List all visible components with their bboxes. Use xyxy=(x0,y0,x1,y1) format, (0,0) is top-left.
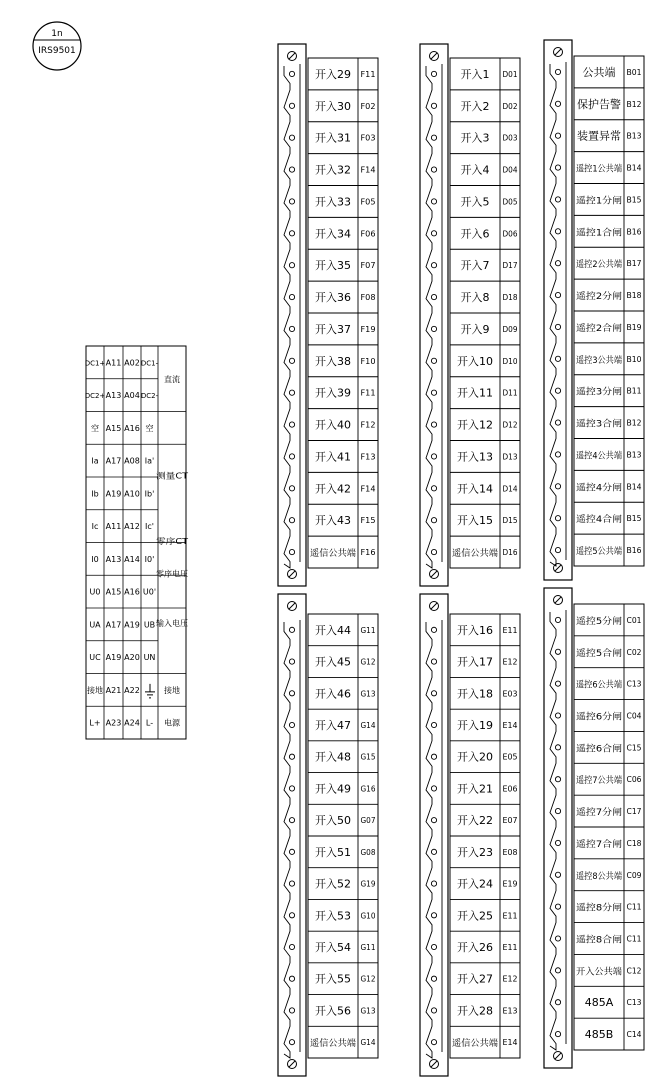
terminal-label: 开入31 xyxy=(315,131,351,145)
terminal-label: 开入12 xyxy=(457,418,493,432)
device-model-name: RS9501 xyxy=(40,46,76,56)
terminal-code: F19 xyxy=(360,324,376,334)
terminal-code: E07 xyxy=(502,816,518,826)
terminal-code: D09 xyxy=(502,324,518,334)
left-table-cell: 空 xyxy=(91,423,99,433)
terminal-code: F11 xyxy=(360,69,376,79)
terminal-code: F15 xyxy=(360,516,376,526)
left-table-cell: A17 xyxy=(105,456,122,466)
terminal-label: 开入14 xyxy=(457,482,493,496)
terminal-label: 开入5 xyxy=(460,195,490,209)
terminal-label: 遥控6公共端 xyxy=(576,680,627,691)
terminal-code: B12 xyxy=(626,99,642,109)
terminal-code: C14 xyxy=(626,1030,642,1040)
device-model-prefix: I xyxy=(38,46,41,56)
left-table-cell: UA xyxy=(89,620,101,630)
terminal-label: 开入2 xyxy=(460,99,490,113)
terminal-label: 开入公共端 xyxy=(576,967,622,978)
terminal-label: 开入19 xyxy=(457,719,493,732)
left-table-cell: A21 xyxy=(105,685,122,695)
left-table-cell: Ic xyxy=(91,522,99,532)
terminal-label: 开入22 xyxy=(457,814,493,828)
terminal-code: D12 xyxy=(502,420,518,430)
terminal-label: 开入33 xyxy=(315,195,351,209)
terminal-code: F14 xyxy=(360,165,376,175)
terminal-code: G11 xyxy=(360,625,376,635)
left-table-cell: A13 xyxy=(105,554,122,564)
left-table-cell: A04 xyxy=(124,391,140,401)
left-table-cell: DC2- xyxy=(140,392,159,401)
terminal-label: 开入4 xyxy=(460,163,490,177)
terminal-code: D15 xyxy=(502,516,518,526)
terminal-code: C17 xyxy=(626,807,642,817)
terminal-label: 开入47 xyxy=(315,719,351,732)
terminal-label: 开入24 xyxy=(457,877,493,891)
terminal-code: B13 xyxy=(626,450,642,460)
terminal-code: F07 xyxy=(360,261,376,271)
terminal-label: 开入40 xyxy=(315,418,351,432)
terminal-label: 485A xyxy=(584,996,614,1010)
terminal-code: G10 xyxy=(360,911,376,921)
terminal-label: 开入45 xyxy=(315,655,351,669)
terminal-code: B11 xyxy=(626,386,642,396)
terminal-label: 遥控4分闸 xyxy=(576,483,618,494)
terminal-label: 遥信公共端 xyxy=(452,549,498,560)
terminal-label: 开入13 xyxy=(457,450,493,464)
terminal-label: 开入30 xyxy=(315,99,351,113)
left-table-cell: DC1- xyxy=(140,359,159,368)
terminal-code: E03 xyxy=(502,689,518,699)
terminal-code: C13 xyxy=(626,998,642,1008)
terminal-label: 开入23 xyxy=(457,845,493,859)
terminal-code: D13 xyxy=(502,452,518,462)
terminal-code: E14 xyxy=(502,721,518,730)
left-table-cell: A15 xyxy=(105,587,122,597)
terminal-label: 开入28 xyxy=(457,1004,493,1018)
terminal-code: G12 xyxy=(360,657,376,667)
terminal-label: 开入38 xyxy=(315,354,351,368)
terminal-label: 遥控7合闸 xyxy=(576,839,618,850)
left-table-cell: A23 xyxy=(105,718,122,728)
terminal-code: G15 xyxy=(360,752,376,762)
terminal-label: 开入43 xyxy=(315,514,351,528)
terminal-label: 开入53 xyxy=(315,909,351,923)
terminal-code: B16 xyxy=(626,546,642,556)
terminal-label: 遥控2公共端 xyxy=(576,260,627,271)
terminal-label: 开入42 xyxy=(315,482,351,496)
terminal-code: E05 xyxy=(502,752,518,762)
terminal-label: 遥控4公共端 xyxy=(576,451,627,462)
left-table-cell: Ia' xyxy=(144,456,155,466)
left-table-cell: I0 xyxy=(91,554,99,564)
terminal-label: 遥控3合闸 xyxy=(576,419,618,430)
left-table-cell: A14 xyxy=(124,554,140,564)
terminal-label: 遥控7公共端 xyxy=(576,776,627,787)
terminal-code: C04 xyxy=(626,711,642,721)
terminal-code: D14 xyxy=(502,484,518,494)
terminal-code: C15 xyxy=(626,743,642,753)
terminal-label: 遥控8分闸 xyxy=(576,903,618,914)
left-table-cell: A02 xyxy=(124,358,140,368)
left-table-cell: A11 xyxy=(105,522,122,532)
left-table-cell: L+ xyxy=(89,718,101,728)
terminal-label: 遥控1合闸 xyxy=(576,228,618,239)
left-table-cell: A16 xyxy=(124,423,140,433)
left-table-cell: 接地 xyxy=(87,685,103,695)
terminal-label: 开入29 xyxy=(315,67,351,81)
terminal-label: 开入37 xyxy=(315,322,351,336)
terminal-label: 开入15 xyxy=(457,514,493,528)
terminal-label: 开入35 xyxy=(315,259,351,273)
terminal-code: B19 xyxy=(626,322,642,332)
left-table-cell: A15 xyxy=(105,423,122,433)
terminal-label: 开入36 xyxy=(315,291,351,305)
terminal-label: 保护告警 xyxy=(577,97,621,111)
terminal-code: B18 xyxy=(626,291,642,301)
left-table-cell: U0' xyxy=(142,587,157,597)
left-table-cell: U0 xyxy=(89,587,101,597)
terminal-label: 开入55 xyxy=(315,972,351,986)
terminal-code: G14 xyxy=(360,1038,376,1048)
terminal-code: F05 xyxy=(360,197,376,207)
terminal-label: 开入10 xyxy=(457,354,493,368)
left-table-cell: UC xyxy=(89,653,101,663)
left-table-cell: Ib xyxy=(91,489,99,499)
terminal-code: B17 xyxy=(626,259,642,269)
terminal-code: C02 xyxy=(626,647,642,657)
terminal-label: 开入3 xyxy=(460,131,490,145)
left-table-cell: A13 xyxy=(105,391,122,401)
terminal-code: B10 xyxy=(626,354,642,364)
terminal-label: 遥信公共端 xyxy=(310,549,356,560)
terminal-code: G13 xyxy=(360,689,376,699)
terminal-label: 开入41 xyxy=(315,450,351,464)
terminal-code: F10 xyxy=(360,356,376,366)
terminal-code: D05 xyxy=(502,197,518,207)
terminal-label: 开入32 xyxy=(315,163,351,177)
terminal-label: 遥控1分闸 xyxy=(576,196,618,207)
terminal-label: 开入48 xyxy=(315,750,351,764)
terminal-code: F03 xyxy=(360,133,376,143)
terminal-label: 开入39 xyxy=(315,386,351,400)
left-table-cell: A10 xyxy=(124,489,140,499)
terminal-code: D10 xyxy=(502,356,518,366)
terminal-label: 遥控3分闸 xyxy=(576,387,618,398)
left-table-cell: A17 xyxy=(105,620,122,630)
terminal-code: D06 xyxy=(502,229,518,239)
device-model-label xyxy=(38,46,76,56)
terminal-label: 遥控4合闸 xyxy=(576,515,618,526)
terminal-code: E12 xyxy=(502,657,518,667)
left-table-group-label: 零序CT xyxy=(156,536,183,546)
terminal-label: 开入21 xyxy=(457,782,493,796)
terminal-code: D11 xyxy=(502,388,518,398)
device-tag-label: 1n xyxy=(51,29,63,39)
terminal-label: 开入6 xyxy=(460,227,490,241)
terminal-label: 开入49 xyxy=(315,782,351,796)
terminal-code: G16 xyxy=(360,784,376,794)
terminal-code: G08 xyxy=(360,847,376,857)
terminal-code: C13 xyxy=(626,679,642,689)
terminal-code: F16 xyxy=(360,548,376,558)
terminal-code: E13 xyxy=(502,1006,518,1016)
left-table-cell: 空 xyxy=(145,423,154,433)
left-table-cell: A08 xyxy=(124,456,140,466)
terminal-code: E11 xyxy=(502,943,518,952)
terminal-code: C06 xyxy=(626,775,642,785)
terminal-label: 开入26 xyxy=(457,941,493,954)
left-table-cell: A19 xyxy=(124,620,140,630)
terminal-label: 遥控5合闸 xyxy=(576,648,618,659)
left-table-cell: A19 xyxy=(105,653,122,663)
terminal-code: F12 xyxy=(360,420,376,430)
terminal-code: B01 xyxy=(626,67,642,77)
terminal-label: 遥控8公共端 xyxy=(576,871,627,882)
terminal-label: 遥控7分闸 xyxy=(576,808,618,819)
terminal-label: 开入51 xyxy=(315,845,351,859)
left-table-cell: I0' xyxy=(144,554,155,564)
terminal-code: E08 xyxy=(502,847,518,857)
left-table-cell: A20 xyxy=(124,653,140,663)
terminal-label: 遥控3公共端 xyxy=(576,355,627,366)
terminal-code: C18 xyxy=(626,838,642,848)
terminal-code: C09 xyxy=(626,870,642,880)
terminal-label: 装置异常 xyxy=(577,129,621,143)
terminal-label: 遥控6分闸 xyxy=(576,712,618,723)
terminal-code: B12 xyxy=(626,418,642,428)
terminal-label: 开入8 xyxy=(460,291,490,305)
left-table-cell: DC2+ xyxy=(84,392,106,401)
left-table-cell: Ib' xyxy=(144,489,155,499)
terminal-label: 开入16 xyxy=(457,623,493,637)
left-table-cell: A16 xyxy=(124,587,140,597)
terminal-code: E12 xyxy=(502,974,518,984)
terminal-code: E11 xyxy=(502,911,518,921)
terminal-code: F11 xyxy=(360,388,376,398)
terminal-label: 开入11 xyxy=(457,386,493,400)
terminal-label: 开入25 xyxy=(457,909,493,923)
terminal-label: 开入1 xyxy=(460,67,490,81)
terminal-label: 遥控5公共端 xyxy=(576,547,627,558)
terminal-code: D18 xyxy=(502,293,518,303)
terminal-code: B15 xyxy=(626,195,642,205)
terminal-code: D03 xyxy=(502,133,518,143)
terminal-code: E14 xyxy=(502,1038,518,1048)
terminal-label: 遥信公共端 xyxy=(310,1039,356,1050)
terminal-label: 开入52 xyxy=(315,877,351,891)
terminal-code: B14 xyxy=(626,482,642,492)
terminal-code: D17 xyxy=(502,261,518,271)
terminal-label: 开入56 xyxy=(315,1004,351,1018)
terminal-label: 遥控1公共端 xyxy=(576,164,627,175)
terminal-code: G19 xyxy=(360,879,376,889)
left-table-cell: Ic' xyxy=(145,522,154,532)
terminal-label: 485B xyxy=(584,1028,614,1042)
terminal-code: B15 xyxy=(626,514,642,524)
terminal-code: D01 xyxy=(502,69,518,79)
left-table-cell: A24 xyxy=(124,718,140,728)
terminal-code: D04 xyxy=(502,165,518,175)
left-table-cell: A11 xyxy=(105,358,122,368)
left-table-cell: UB xyxy=(143,620,156,630)
terminal-code: D16 xyxy=(502,548,518,558)
terminal-code: G13 xyxy=(360,1006,376,1016)
terminal-label: 遥控8合闸 xyxy=(576,935,618,946)
left-table-cell: A19 xyxy=(105,489,122,499)
terminal-label: 开入27 xyxy=(457,972,493,986)
terminal-label: 公共端 xyxy=(582,65,616,79)
left-table-group-label: 电源 xyxy=(164,718,180,728)
terminal-code: F13 xyxy=(360,452,376,462)
terminal-code: F02 xyxy=(360,101,376,111)
terminal-label: 遥控2合闸 xyxy=(576,323,618,334)
left-table-cell: Ia xyxy=(91,456,99,466)
terminal-label: 开入50 xyxy=(315,814,351,828)
terminal-code: D02 xyxy=(502,101,518,111)
left-table-cell: A22 xyxy=(124,685,140,695)
left-table-group-label: 接地 xyxy=(164,685,180,695)
terminal-label: 开入54 xyxy=(315,941,351,954)
terminal-label: 开入17 xyxy=(457,655,493,669)
left-table-group-label: 直流 xyxy=(164,374,180,384)
terminal-label: 开入44 xyxy=(315,623,351,637)
terminal-code: E19 xyxy=(502,879,518,889)
terminal-label: 开入20 xyxy=(457,750,493,764)
terminal-label: 开入46 xyxy=(315,687,351,701)
terminal-code: C01 xyxy=(626,615,642,625)
left-table-cell: A12 xyxy=(124,522,140,532)
terminal-label: 遥控5分闸 xyxy=(576,616,618,627)
terminal-code: G12 xyxy=(360,974,376,984)
terminal-code: B14 xyxy=(626,163,642,173)
terminal-code: B13 xyxy=(626,131,642,141)
terminal-code: G14 xyxy=(360,721,376,730)
terminal-code: B16 xyxy=(626,227,642,237)
left-table-cell: L- xyxy=(145,718,154,728)
terminal-code: F08 xyxy=(360,293,376,303)
left-table-group-label: 输入电压 xyxy=(156,618,188,628)
terminal-code: G07 xyxy=(360,816,376,826)
terminal-label: 遥信公共端 xyxy=(452,1039,498,1050)
terminal-code: F06 xyxy=(360,229,376,239)
terminal-label: 开入7 xyxy=(460,259,490,273)
terminal-code: E06 xyxy=(502,784,518,794)
left-table-cell: UN xyxy=(143,653,156,663)
terminal-label: 开入18 xyxy=(457,687,493,701)
terminal-code: F14 xyxy=(360,484,376,494)
terminal-code: C11 xyxy=(626,902,642,912)
left-table-group-label: 零序电压 xyxy=(156,569,188,579)
terminal-label: 遥控2分闸 xyxy=(576,292,618,303)
left-table-group-label: 测量CT xyxy=(156,471,183,481)
terminal-code: E11 xyxy=(502,625,518,635)
terminal-label: 开入9 xyxy=(460,322,490,336)
left-table-cell: DC1+ xyxy=(84,359,106,368)
terminal-code: C11 xyxy=(626,934,642,944)
terminal-label: 开入34 xyxy=(315,227,351,241)
terminal-label: 遥控6合闸 xyxy=(576,744,618,755)
terminal-code: G11 xyxy=(360,943,376,952)
terminal-code: C12 xyxy=(626,966,642,976)
